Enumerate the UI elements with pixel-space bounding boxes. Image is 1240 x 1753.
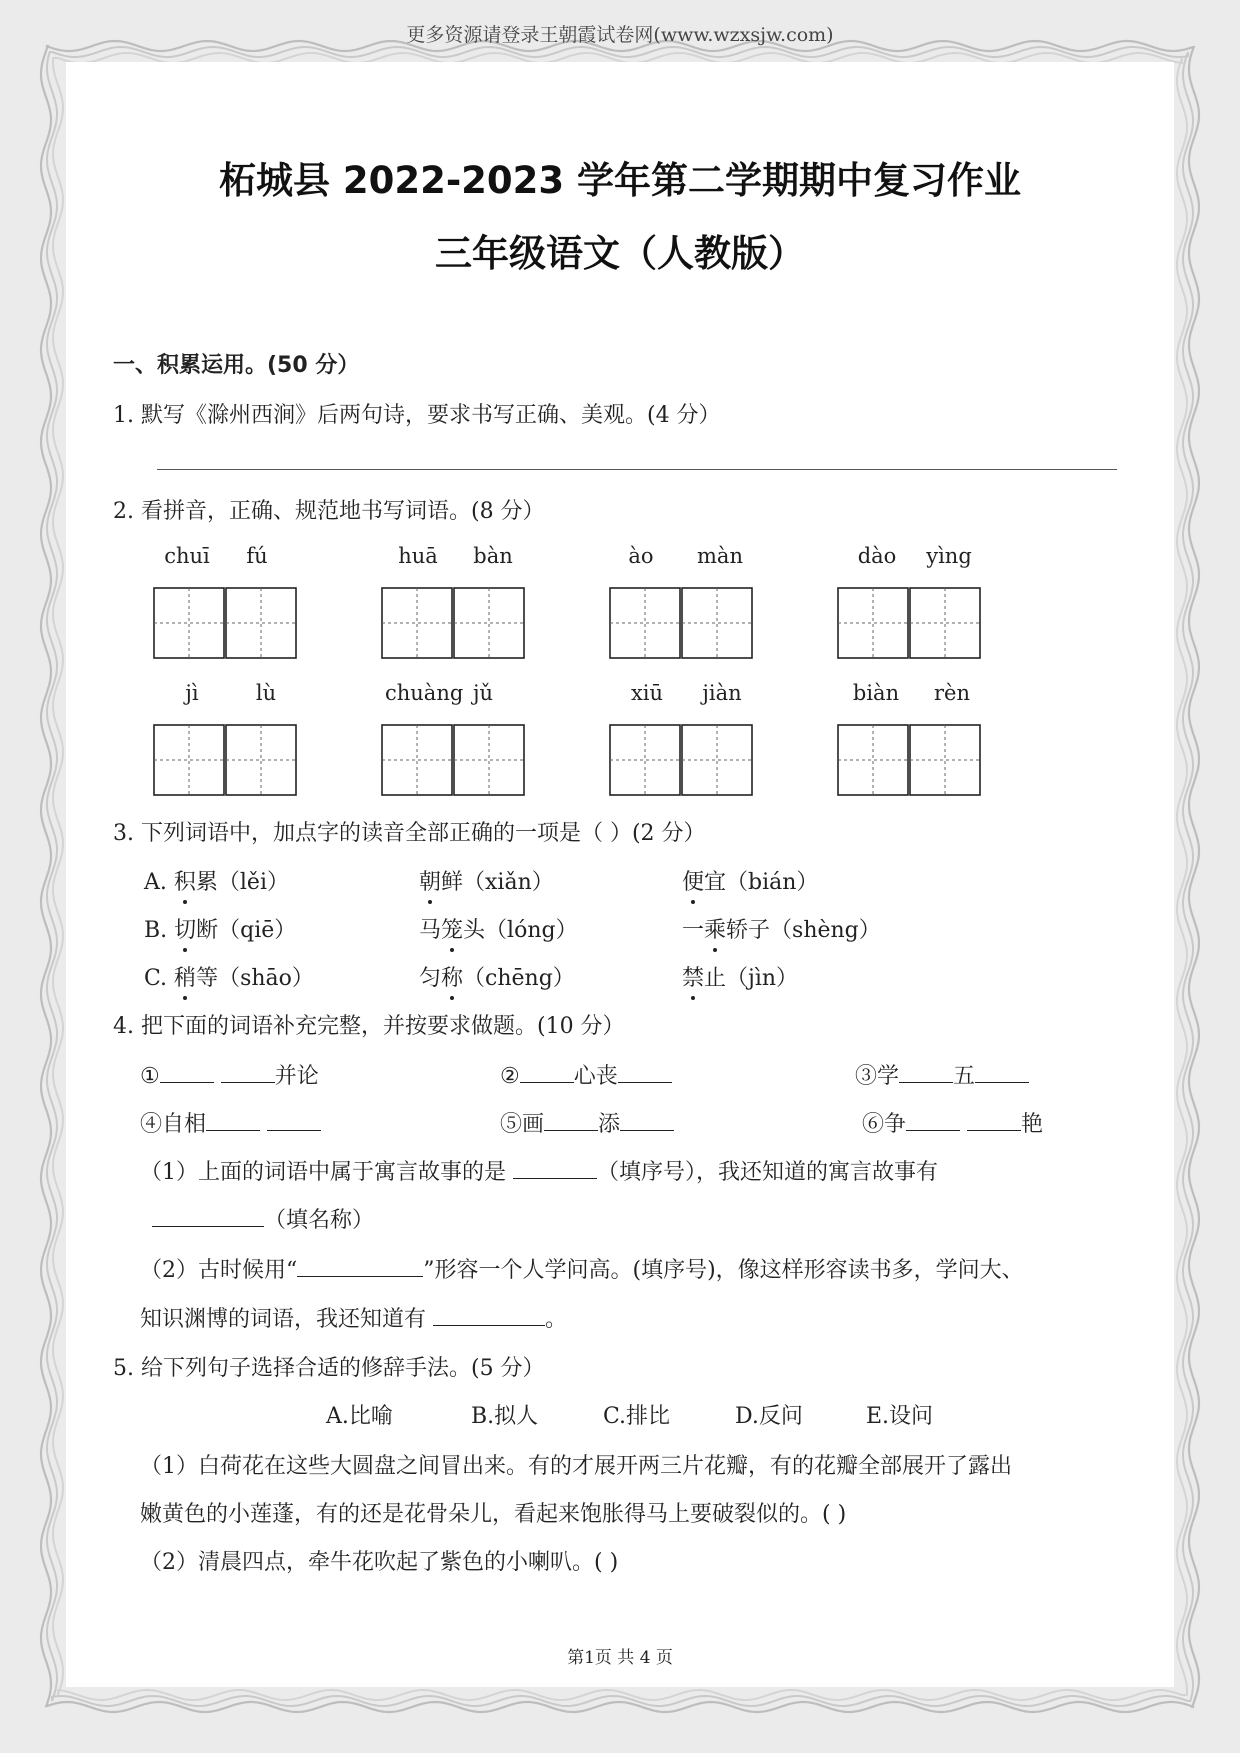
pinyin-pair: ào màn bbox=[628, 544, 743, 568]
exam-subtitle: 三年级语文（人教版） bbox=[435, 232, 805, 275]
writing-grid[interactable] bbox=[609, 724, 753, 796]
pinyin-pair: biàn rèn bbox=[852, 681, 970, 705]
q5-choice: E.设问 bbox=[866, 1404, 934, 1429]
page-number: 第1页 共 4 页 bbox=[567, 1648, 673, 1668]
option-b-1: B. 切断（qiē） bbox=[144, 913, 296, 944]
answer-line-q1[interactable] bbox=[157, 469, 1117, 470]
pinyin-pair: chuī fú bbox=[164, 544, 268, 568]
pinyin-pair: xiū jiàn bbox=[630, 681, 742, 705]
q4-subquestion-1-cont: （填名称） bbox=[152, 1203, 374, 1234]
q4-subquestion-2: （2）古时候用“ ”形容一个人学问高。(填序号)，像这样形容读书多，学问大、 bbox=[140, 1253, 1024, 1284]
option-a-1: A. 积累（lěi） bbox=[144, 865, 289, 896]
option-b-3: 一乘轿子（shèng） bbox=[682, 913, 881, 944]
q4-subquestion-2-cont: 知识渊博的词语，我还知道有 。 bbox=[140, 1302, 567, 1333]
pinyin-pair: dào yìng bbox=[857, 544, 972, 568]
q5-choice: D.反问 bbox=[735, 1404, 803, 1429]
idiom-item-6: ⑥争 艳 bbox=[862, 1107, 1043, 1138]
q5-choice: B.拟人 bbox=[471, 1404, 539, 1429]
question-3: 3. 下列词语中，加点字的读音全部正确的一项是（ ）(2 分） bbox=[113, 821, 706, 846]
q5-choice: A.比喻 bbox=[326, 1404, 393, 1429]
option-b-2: 马笼头（lóng） bbox=[419, 913, 578, 944]
writing-grid[interactable] bbox=[381, 724, 525, 796]
writing-grid[interactable] bbox=[381, 587, 525, 659]
writing-grid[interactable] bbox=[153, 724, 297, 796]
writing-grid[interactable] bbox=[609, 587, 753, 659]
q4-subquestion-1: （1）上面的词语中属于寓言故事的是 （填序号），我还知道的寓言故事有 bbox=[140, 1155, 938, 1186]
option-a-2: 朝鲜（xiǎn） bbox=[419, 865, 554, 896]
writing-grid[interactable] bbox=[153, 587, 297, 659]
writing-grid[interactable] bbox=[837, 587, 981, 659]
q5-choice: C.排比 bbox=[603, 1404, 671, 1429]
question-2: 2. 看拼音，正确、规范地书写词语。(8 分） bbox=[113, 499, 545, 524]
q5-sentence-1: （1）白荷花在这些大圆盘之间冒出来。有的才展开两三片花瓣，有的花瓣全部展开了露出 bbox=[140, 1454, 1013, 1479]
idiom-item-3: ③学 五 bbox=[855, 1059, 1029, 1090]
q5-sentence-2: （2）清晨四点，牵牛花吹起了紫色的小喇叭。( ) bbox=[140, 1550, 619, 1575]
pinyin-pair: huā bàn bbox=[398, 544, 513, 568]
option-c-2: 匀称（chēng） bbox=[419, 961, 575, 992]
question-4: 4. 把下面的词语补充完整，并按要求做题。(10 分） bbox=[113, 1014, 625, 1039]
website-header: 更多资源请登录王朝霞试卷网(www.wzxsjw.com) bbox=[406, 24, 834, 46]
option-a-3: 便宜（bián） bbox=[682, 865, 818, 896]
idiom-item-4: ④自相 bbox=[140, 1107, 321, 1138]
option-c-3: 禁止（jìn） bbox=[682, 961, 798, 992]
section-heading: 一、积累运用。(50 分） bbox=[113, 353, 360, 378]
idiom-item-5: ⑤画 添 bbox=[500, 1107, 674, 1138]
question-5: 5. 给下列句子选择合适的修辞手法。(5 分） bbox=[113, 1356, 545, 1381]
exam-title: 柘城县 2022-2023 学年第二学期期中复习作业 bbox=[218, 159, 1022, 202]
idiom-item-2: ② 心丧 bbox=[500, 1059, 672, 1090]
idiom-item-1: ① 并论 bbox=[140, 1059, 319, 1090]
writing-grid[interactable] bbox=[837, 724, 981, 796]
question-1: 1. 默写《滁州西涧》后两句诗，要求书写正确、美观。(4 分） bbox=[113, 403, 721, 428]
pinyin-pair: jì lù bbox=[185, 681, 277, 705]
pinyin-pair: chuàng jǔ bbox=[385, 681, 494, 705]
q5-sentence-1-cont: 嫩黄色的小莲蓬，有的还是花骨朵儿，看起来饱胀得马上要破裂似的。( ) bbox=[140, 1502, 847, 1527]
option-c-1: C. 稍等（shāo） bbox=[144, 961, 314, 992]
